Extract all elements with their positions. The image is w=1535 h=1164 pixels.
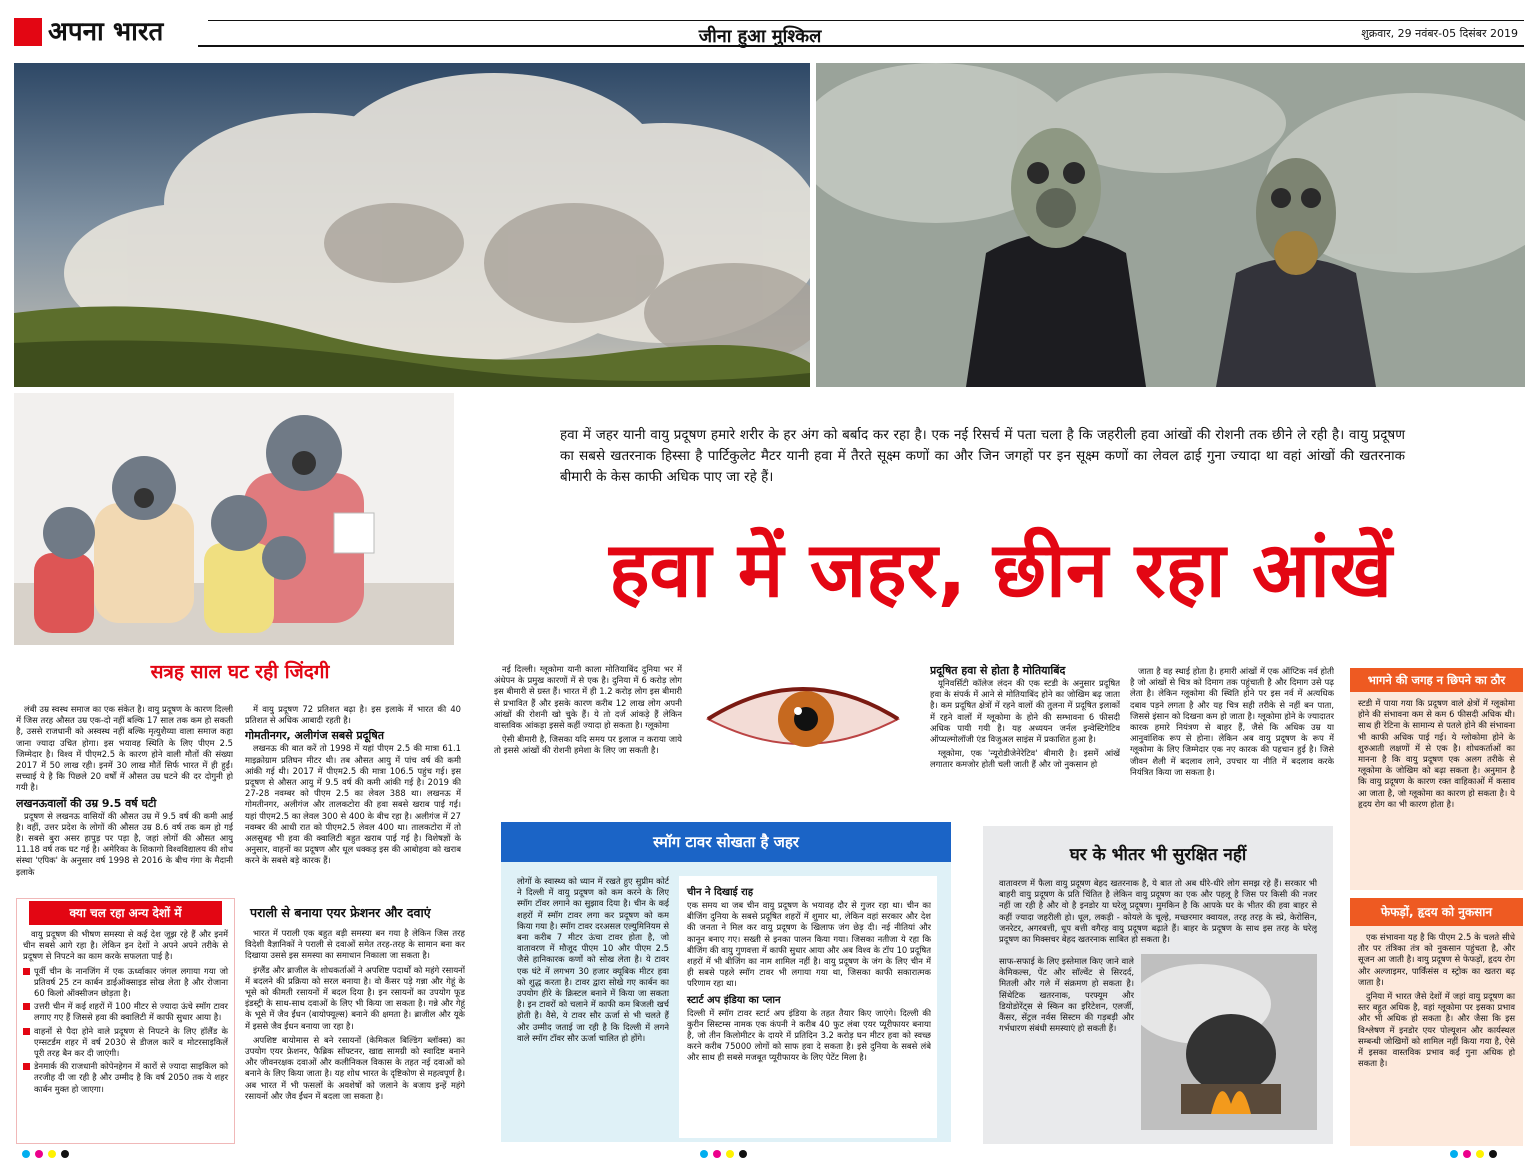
parali-para-2: इंग्लैंड और ब्राजील के शोधकर्ताओं ने अपशिष्ट पदार्थों को महंगे रसायनों में बदलने की प्रक्रिया को सरल बनाया है। वो कैंसर पड़े गन्ना और गेहूं के भूसे को कीमती रसायनों में बदल दिया है। इन रसायनों का उपयोग फूड इंडस्ट्री के साथ-साथ दवाओं के लिए भी किया जा सकता है। गन्ने और गेहूं के भूसे में जैव ईंधन (बायोफ्यूल्स) बनाने की क्षमता है। ब्राजील और यूके में इससे जैव ईंधन बनाया जा रहा है। bbox=[245, 964, 465, 1031]
glaucoma-risk-box bbox=[1350, 668, 1523, 890]
lungs-heart-box bbox=[1350, 898, 1523, 1146]
indoor-para-1: वातावरण में फैला वायु प्रदूषण बेहद खतरनाक है, ये बात तो अब धीरे-धीरे लोग समझ रहे हैं। सरकार भी बाहरी वायु प्रदूषण के प्रति चिंतित है लेकिन वायु प्रदूषण का एक और पहलू है जिस पर किसी की नजर नहीं जा रही है और वो है इनडोर या घरेलू प्रदूषण। मुमकिन है कि आपके घर के भीतर की हवा बाहर से कहीं ज्यादा जहरीली हो। धूल, लकड़ी - कोयले के चूल्हे, मच्छरमार क्वायल, तरह तरह के स्प्रे, केरोसिन, जनरेटर, अगरबत्ती, धूप बत्ती वगैरह वायु प्रदूषण बढ़ाते हैं। बाहर के प्रदूषण के साथ इस तरह के घरेलू प्रदूषण का मिक्सचर बेहद खतरनाक साबित हो सकता है। bbox=[999, 878, 1317, 945]
col4-text bbox=[930, 664, 1120, 800]
smog-tower-title-bar bbox=[501, 822, 951, 862]
country-bullet bbox=[23, 1061, 228, 1095]
parali-para-3: अपशिष्ट बायोमास से बने रसायनों (केमिकल बिल्डिंग ब्लॉक्स) का उपयोग एयर फ्रेशनर, फैब्रिक सॉफ्टनर, खाद्य सामग्री को स्वादिष्ट बनाने और जीवनरक्षक दवाओं और कलीनिकल विकास के तहत नई दवाओं को बनाने के लिए किया जाता है। यह शोध भारत के दृष्टिकोण से महत्वपूर्ण है। अब भारत में भी फसलों के अवशेषों को जलाने के बजाय इन्हें महंगे रसायनों और जैव ईंधन में बदला जा सकता है। bbox=[245, 1034, 465, 1101]
col5-para-1: जाता है वह स्थाई होता है। हमारी आंखों में एक ऑप्टिक नर्व होती है जो आंखों से चित्र को दिमाग तक पहुंचाती है और दिमाग उसे पढ़ लेता है। लेकिन ग्लूकोमा की स्थिति होने पर इस नर्व में अत्यधिक दबाव पड़ने लगता है और यह चित्र सही तरीके से नहीं बन पाता, जिससे इंसान को दिखना कम हो जाता है। ग्लूकोमा होने के ज्यादातर कारक हमारे नियंत्रण से बाहर हैं, जैसे कि अधिक उम्र या आनुवांशिक रूप से होना। लेकिन अब वायु प्रदूषण के रूप में ग्लूकोमा के लिए जिम्मेदार एक नए कारक की पहचान हुई है। जिसे जीवन शैली में बदलाव लाने, उपचार या नीति में बदलाव करके नियंत्रित किया जा सकता है। bbox=[1130, 666, 1334, 777]
indoor-para-2: साफ-सफाई के लिए इस्तेमाल किए जाने वाले केमिकल्स, पेंट और सॉल्वेंट से सिरदर्द, मितली और गले में संक्रमण हो सकता है। सिंथेटिक खतरनाक, परफ्यूम और डियोडोरेंट्स से स्किन का इरिटेशन, एलर्जी, कैंसर, सेंट्रल नर्वस सिस्टम की गड़बड़ी और गर्भधारण संबंधी समस्याएं हो सकती हैं। bbox=[999, 956, 1134, 1034]
col3-para-2: ऐसी बीमारी है, जिसका यदि समय पर इलाज न कराया जाये तो इससे आंखों की रोशनी हमेशा के लिए जा सकती है। bbox=[494, 734, 682, 756]
parali-title: पराली से बनाया एयर फ्रेशनर और दवाएं bbox=[250, 905, 431, 920]
col2-para-2: लखनऊ की बात करें तो 1998 में यहां पीएम 2.5 की मात्रा 61.1 माइक्रोग्राम प्रतिघन मीटर थी। तब औसत आयु में पांच वर्ष की कमी आंकी गई थी। 2017 में पीएम2.5 की मात्रा 106.5 पहुंच गई। इस प्रदूषण से औसत आयु में 9.5 वर्ष की कमी आंकी गई है। 2019 की 27-28 नवम्बर को पीएम 2.5 का लेवल 388 था। लखनऊ में गोमतीनगर, अलीगंज और तालकटोरा की हवा सबसे खराब पाई गई। यहां पीएम2.5 का लेवल 300 से 400 के बीच रहा है। अलीगंज में 27 नवम्बर की आधी रात को पीएम2.5 लेवल 400 था। तालकटोरा में तो अलसुबह भी हवा की क्वालिटी बहुत खराब पाई गई है। विशेषज्ञों के अनुसार, वाहनों का प्रदूषण और धूल धक्कड़ इस की आबोहवा को खराब करने के सबसे बड़े कारक हैं। bbox=[245, 743, 461, 866]
logo-mark bbox=[14, 18, 42, 46]
lungs-heart-para-1: एक संभावना यह है कि पीएम 2.5 के चलते सीधे तौर पर तंत्रिका तंत्र को नुकसान पहुंचता है, और सूजन आ जाती है। वायु प्रदूषण से फेफड़ों, हृदय रोग और अल्जाइमर, पार्किंसंस व स्ट्रोक का खतरा बढ़ जाता है। bbox=[1358, 932, 1515, 987]
color-registration-left bbox=[22, 1150, 69, 1158]
col3-para-1: नई दिल्ली। ग्लूकोमा यानी काला मोतियाबिंद दुनिया भर में अंधेपन के प्रमुख कारणों में से एक है। दुनिया में 6 करोड़ लोग इस बीमारी से ग्रस्त हैं। भारत में ही 1.2 करोड़ लोग इस बीमारी से प्रभावित हैं और इसके कारण करीब 12 लाख लोग अपनी आंखों की रोशनी खो चुके हैं। ये तो दर्ज आंकड़े हैं लेकिन वास्तविक आंकड़ा इससे कहीं ज्यादा हो सकता है। ग्लूकोमा bbox=[494, 664, 682, 731]
parali-text bbox=[245, 928, 465, 1142]
col3-text bbox=[494, 664, 682, 802]
lungs-heart-text bbox=[1350, 926, 1523, 1142]
smog-tower-box bbox=[501, 862, 951, 1142]
col2-para-1: में वायु प्रदूषण 72 प्रतिशत बढ़ा है। इस इलाके में भारत की 40 प्रतिशत से अधिक आबादी रहती है। bbox=[245, 704, 461, 726]
country-bullet bbox=[23, 1026, 228, 1060]
smoky-stove-photo bbox=[1141, 954, 1317, 1130]
yellow-dot bbox=[726, 1150, 734, 1158]
gas-mask-couple-photo bbox=[816, 63, 1525, 387]
col4-para-1: यूनिवर्सिटी कॉलेज लंदन की एक स्टडी के अनुसार प्रदूषित हवा के संपर्क में आने से मोतियाबिंद होने का जोखिम बढ़ जाता है। कम प्रदूषित क्षेत्रों में रहने वालों की तुलना में प्रदूषित इलाकों में रहने वालों में ग्लूकोमा के होने की सम्भावना 6 फीसदी अधिक पायी गयी है। यह अध्ययन जर्नल इन्वेस्टिगेटिव ऑप्थल्मोलॉजी एंड विजुअल साइंस में प्रकाशित हुआ है। bbox=[930, 678, 1120, 745]
color-registration-right bbox=[1450, 1150, 1497, 1158]
smog-tower-text: लोगों के स्वास्थ्य को ध्यान में रखते हुए सुप्रीम कोर्ट ने दिल्ली में वायु प्रदूषण को कम करने के लिए स्मॉग टॉवर लगाने का सुझाव दिया है। चीन के कई शहरों में स्मॉग टावर लगा कर प्रदूषण को कम किया गया है। स्मॉग टावर दरअसल एल्युमिनियम से बना करीब 7 मीटर ऊंचा टावर होता है, जो वातावरण में मौजूद पीएम 10 और पीएम 2.5 जैसे हानिकारक कणों को सोख लेता है। ये टावर एक घंटे में लगभग 30 हजार क्यूबिक मीटर हवा को शुद्ध करता है। टावर द्वारा सोखे गए कार्बन का उपयोग हीरे के क्रिस्टल बनाने में किया जा सकता है। इन टावरों को चलाने में काफी कम बिजली खर्च होती है। वैसे, ये टावर सौर ऊर्जा से भी चलते हैं और उम्मीद जताई जा रही है कि दिल्ली में लगने वाले स्मॉग टॉवर सौर ऊर्जा चालित हो होंगे। bbox=[517, 876, 669, 1043]
col1-para-1: लंबी उम्र स्वस्थ समाज का एक संकेत है। वायु प्रदूषण के कारण दिल्ली में जिस तरह औसत उम्र एक-दो नहीं बल्कि 17 साल तक कम हो सकती है, उससे राजधानी को अस्वस्थ नहीं बल्कि मृत्युशैय्या वाला समाज कहा जाना ज्यादा उचित होगा। इस भयावह स्थिति के लिए पीएम 2.5 जिम्मेदार है। विश्व में पीएम2.5 के कारण होने वाली मौतों की संख्या 2017 में 50 लाख रही। इनमें 30 लाख मौतें सिर्फ भारत में ही हुईं। सच्चाई ये है कि पिछले 20 वर्षों में औसत उम्र घटने की दर दोगुनी हो गयी है। bbox=[16, 704, 233, 793]
col2-subheading: गोमतीनगर, अलीगंज सबसे प्रदूषित bbox=[245, 729, 384, 743]
col1-title: सत्रह साल घट रही जिंदगी bbox=[150, 661, 330, 683]
cyan-dot bbox=[22, 1150, 30, 1158]
other-countries-text bbox=[17, 925, 234, 1141]
col2-text bbox=[245, 704, 461, 884]
indoor-pollution-box bbox=[983, 826, 1333, 1144]
other-countries-intro: वायु प्रदूषण की भीषण समस्या से कई देश जूझ रहे हैं और इनमें चीन सबसे आगे रहा है। लेकिन इन देशों ने अपने अपने तरीके से प्रदूषण से निपटने का काम करके सफलता पाई है। bbox=[23, 929, 228, 962]
lungs-heart-title: फेफड़ों, हृदय को नुकसान bbox=[1350, 898, 1523, 926]
eye-photo bbox=[698, 664, 908, 770]
main-headline: हवा में जहर, छीन रहा आंखें bbox=[609, 525, 1392, 614]
country-bullet bbox=[23, 1001, 228, 1023]
smog-tower-side bbox=[679, 876, 937, 1138]
cyan-dot bbox=[1450, 1150, 1458, 1158]
country-bullet-text: पूर्वी चीन के नानजिंग में एक ऊर्ध्वाकार जंगल लगाया गया जो प्रतिवर्ष 25 टन कार्बन डाईऑक्साइड सोख लेता है और रोजाना 60 किलो ऑक्सीजन छोड़ता है। bbox=[34, 965, 228, 999]
other-countries-box bbox=[16, 898, 235, 1144]
country-bullet bbox=[23, 966, 228, 1000]
black-dot bbox=[739, 1150, 747, 1158]
col1-subheading: लखनऊवालों की उम्र 9.5 वर्ष घटी bbox=[16, 796, 157, 810]
china-text: एक समय था जब चीन वायु प्रदूषण के भयावह दौर से गुजर रहा था। चीन का बीजिंग दुनिया के सबसे प्रदूषित शहरों में शुमार था, लेकिन वहां सरकार और देश की जनता ने मिल कर वायु प्रदूषण के खिलाफ जंग छेड़ दी। नई नीतियां और कानून बनाए गए। सख्ती से इनका पालन किया गया। जिसका नतीजा ये रहा कि बीजिंग की वायु गुणवत्ता में काफी सुधार आया और अब विश्व के टॉप 10 प्रदूषित शहरों में भी बीजिंग का नाम शामिल नहीं है। वायु प्रदूषण के जंग के लिए चीन में ही सबसे पहले स्मॉग टावर भी लगाया गया था, जिसका काफी सकारात्मक परिणाम रहा था। bbox=[687, 900, 931, 989]
col1-text bbox=[16, 704, 233, 884]
china-subheading: चीन ने दिखाई राह bbox=[687, 887, 754, 898]
col5-text bbox=[1130, 666, 1334, 800]
issue-date: शुक्रवार, 29 नवंबर-05 दिसंबर 2019 bbox=[1361, 27, 1518, 40]
magenta-dot bbox=[1463, 1150, 1471, 1158]
startup-subheading: स्टार्ट अप इंडिया का प्लान bbox=[687, 994, 781, 1006]
country-bullet-text: डेनमार्क की राजधानी कोपेनहेगन में कारों से ज्यादा साइकिल को तरजीह दी जा रही है और उम्मीद है कि वर्ष 2050 तक ये शहर कार्बन मुक्त हो जाएगा। bbox=[34, 1061, 228, 1094]
col1-para-2: प्रदूषण से लखनऊ वासियों की औसत उम्र में 9.5 वर्ष की कमी आई है। वहीं, उत्तर प्रदेश के लोगों की औसत उम्र 8.6 वर्ष तक कम हो गई है। सबसे बुरा असर हापुड़ पर पड़ा है, जहां लोगों की औसत आयु 11.18 वर्ष तक घट गई है। अमेरिका के शिकागो विश्वविद्यालय की शोध संस्था 'एपिक' के अनुसार वर्ष 1998 से 2016 के बीच गंगा के मैदानी इलाके bbox=[16, 810, 233, 877]
color-registration-center bbox=[700, 1150, 747, 1158]
magenta-dot bbox=[35, 1150, 43, 1158]
gas-mask-family-photo bbox=[14, 393, 454, 645]
smog-tower-title: स्मॉग टावर सोखता है जहर bbox=[501, 822, 951, 862]
country-bullet-text: वाहनों से पैदा होने वाले प्रदूषण से निपटने के लिए हॉलैंड के एम्सटर्डम शहर में वर्ष 2030 से डीजल कारें व मोटरसाइकिलें पूरी तरह बैन कर दी जाएंगी। bbox=[34, 1025, 228, 1059]
col4-para-2: ग्लूकोमा, एक 'न्यूरोडीजेनेरेटिव' बीमारी है। इसमें आंखें लगातार कमजोर होती चली जाती हैं और जो नुकसान हो bbox=[930, 748, 1120, 770]
cyan-dot bbox=[700, 1150, 708, 1158]
lungs-heart-para-2: दुनिया में भारत जैसे देशों में जहां वायु प्रदूषण का स्तर बहुत अधिक है, वहां ग्लूकोमा पर इसका प्रभाव और भी अधिक हो सकता है। और जैसा कि इस विश्लेषण में इनडोर एयर पोल्यूशन और कार्यस्थल सम्बन्धी जोखिमों को शामिल नहीं किया गया है, ऐसे में इसका वास्तविक प्रभाव कई गुना अधिक हो सकता है। bbox=[1358, 991, 1515, 1069]
yellow-dot bbox=[48, 1150, 56, 1158]
glaucoma-risk-text: स्टडी में पाया गया कि प्रदूषण वाले क्षेत्रों में ग्लूकोमा होने की संभावना कम से कम 6 फीसदी अधिक थी। साथ ही रेटिना के सामान्य से पतले होने की संभावना भी काफी अधिक पाई गई। ये ग्लोकोमा होने के शुरुआती लक्षणों में से एक है। शोधकर्ताओं का मानना है कि वायु प्रदूषण एक अलग तरीके से ग्लूकोमा के जोखिम को बढ़ा सकता है। अनुमान है कि वायु प्रदूषण के कारण रक्त वाहिकाओं में कसाव आ जाता है, जो ग्लूकोमा का कारण हो सकता है। ये हृदय रोग का भी कारण होता है। bbox=[1358, 698, 1515, 809]
startup-text: दिल्ली में स्मॉग टावर स्टार्ट अप इंडिया के तहत तैयार किए जाएंगे। दिल्ली की कुरीन सिस्टम्स नामक एक कंपनी ने करीब 40 फुट लंबा एयर प्यूरीफायर बनाया है, जो तीन किलोमीटर के दायरे में प्रतिदिन 3.2 करोड़ घन मीटर हवा को स्वच्छ करने करीब 75000 लोगों को साफ हवा दे सकता है। इसे दुनिया के सबसे लंबे और साथ ही सबसे मजबूत प्यूरीफायर के लिए पेटेंट मिला है। bbox=[687, 1007, 931, 1063]
indoor-title: घर के भीतर भी सुरक्षित नहीं bbox=[1069, 845, 1247, 865]
country-bullet-text: उत्तरी चीन में कई शहरों में 100 मीटर से ज्यादा ऊंचे स्मॉग टावर लगाए गए हैं जिससे हवा की क्वालिटी में काफी सुधार आया है। bbox=[34, 1001, 228, 1023]
yellow-dot bbox=[1476, 1150, 1484, 1158]
glaucoma-risk-title: भागने की जगह न छिपने का ठौर bbox=[1350, 668, 1523, 692]
masthead-logo: अपना भारत bbox=[48, 17, 164, 47]
black-dot bbox=[1489, 1150, 1497, 1158]
parali-para-1: भारत में पराली एक बहुत बड़ी समस्या बन गया है लेकिन जिस तरह विदेशी वैज्ञानिकों ने पराली से दवाओं समेत तरह-तरह के सामान बना कर दिखाया उससे इस समस्या का समाधान निकाला जा सकता है। bbox=[245, 928, 465, 961]
black-dot bbox=[61, 1150, 69, 1158]
section-title: जीना हुआ मुश्किल bbox=[698, 26, 822, 47]
other-countries-title: क्या चल रहा अन्य देशों में bbox=[29, 901, 222, 925]
col4-subheading: प्रदूषित हवा से होता है मोतियाबिंद bbox=[930, 664, 1066, 677]
magenta-dot bbox=[713, 1150, 721, 1158]
intro-paragraph: हवा में जहर यानी वायु प्रदूषण हमारे शरीर के हर अंग को बर्बाद कर रहा है। एक नई रिसर्च में पता चला है कि जहरीली हवा आंखों की रोशनी तक छीने ले रही है। वायु प्रदूषण का सबसे खतरनाक हिस्सा है पार्टिकुलेट मैटर यानी हवा में तैरते सूक्ष्म कणों का और जिन जगहों पर इन सूक्ष्म कणों का लेवल ढाई गुना ज्यादा था वहां आंखों की खतरनाक बीमारी के केस काफी अधिक पाए जा रहे हैं। bbox=[560, 427, 1405, 485]
wildfire-photo bbox=[14, 63, 810, 387]
